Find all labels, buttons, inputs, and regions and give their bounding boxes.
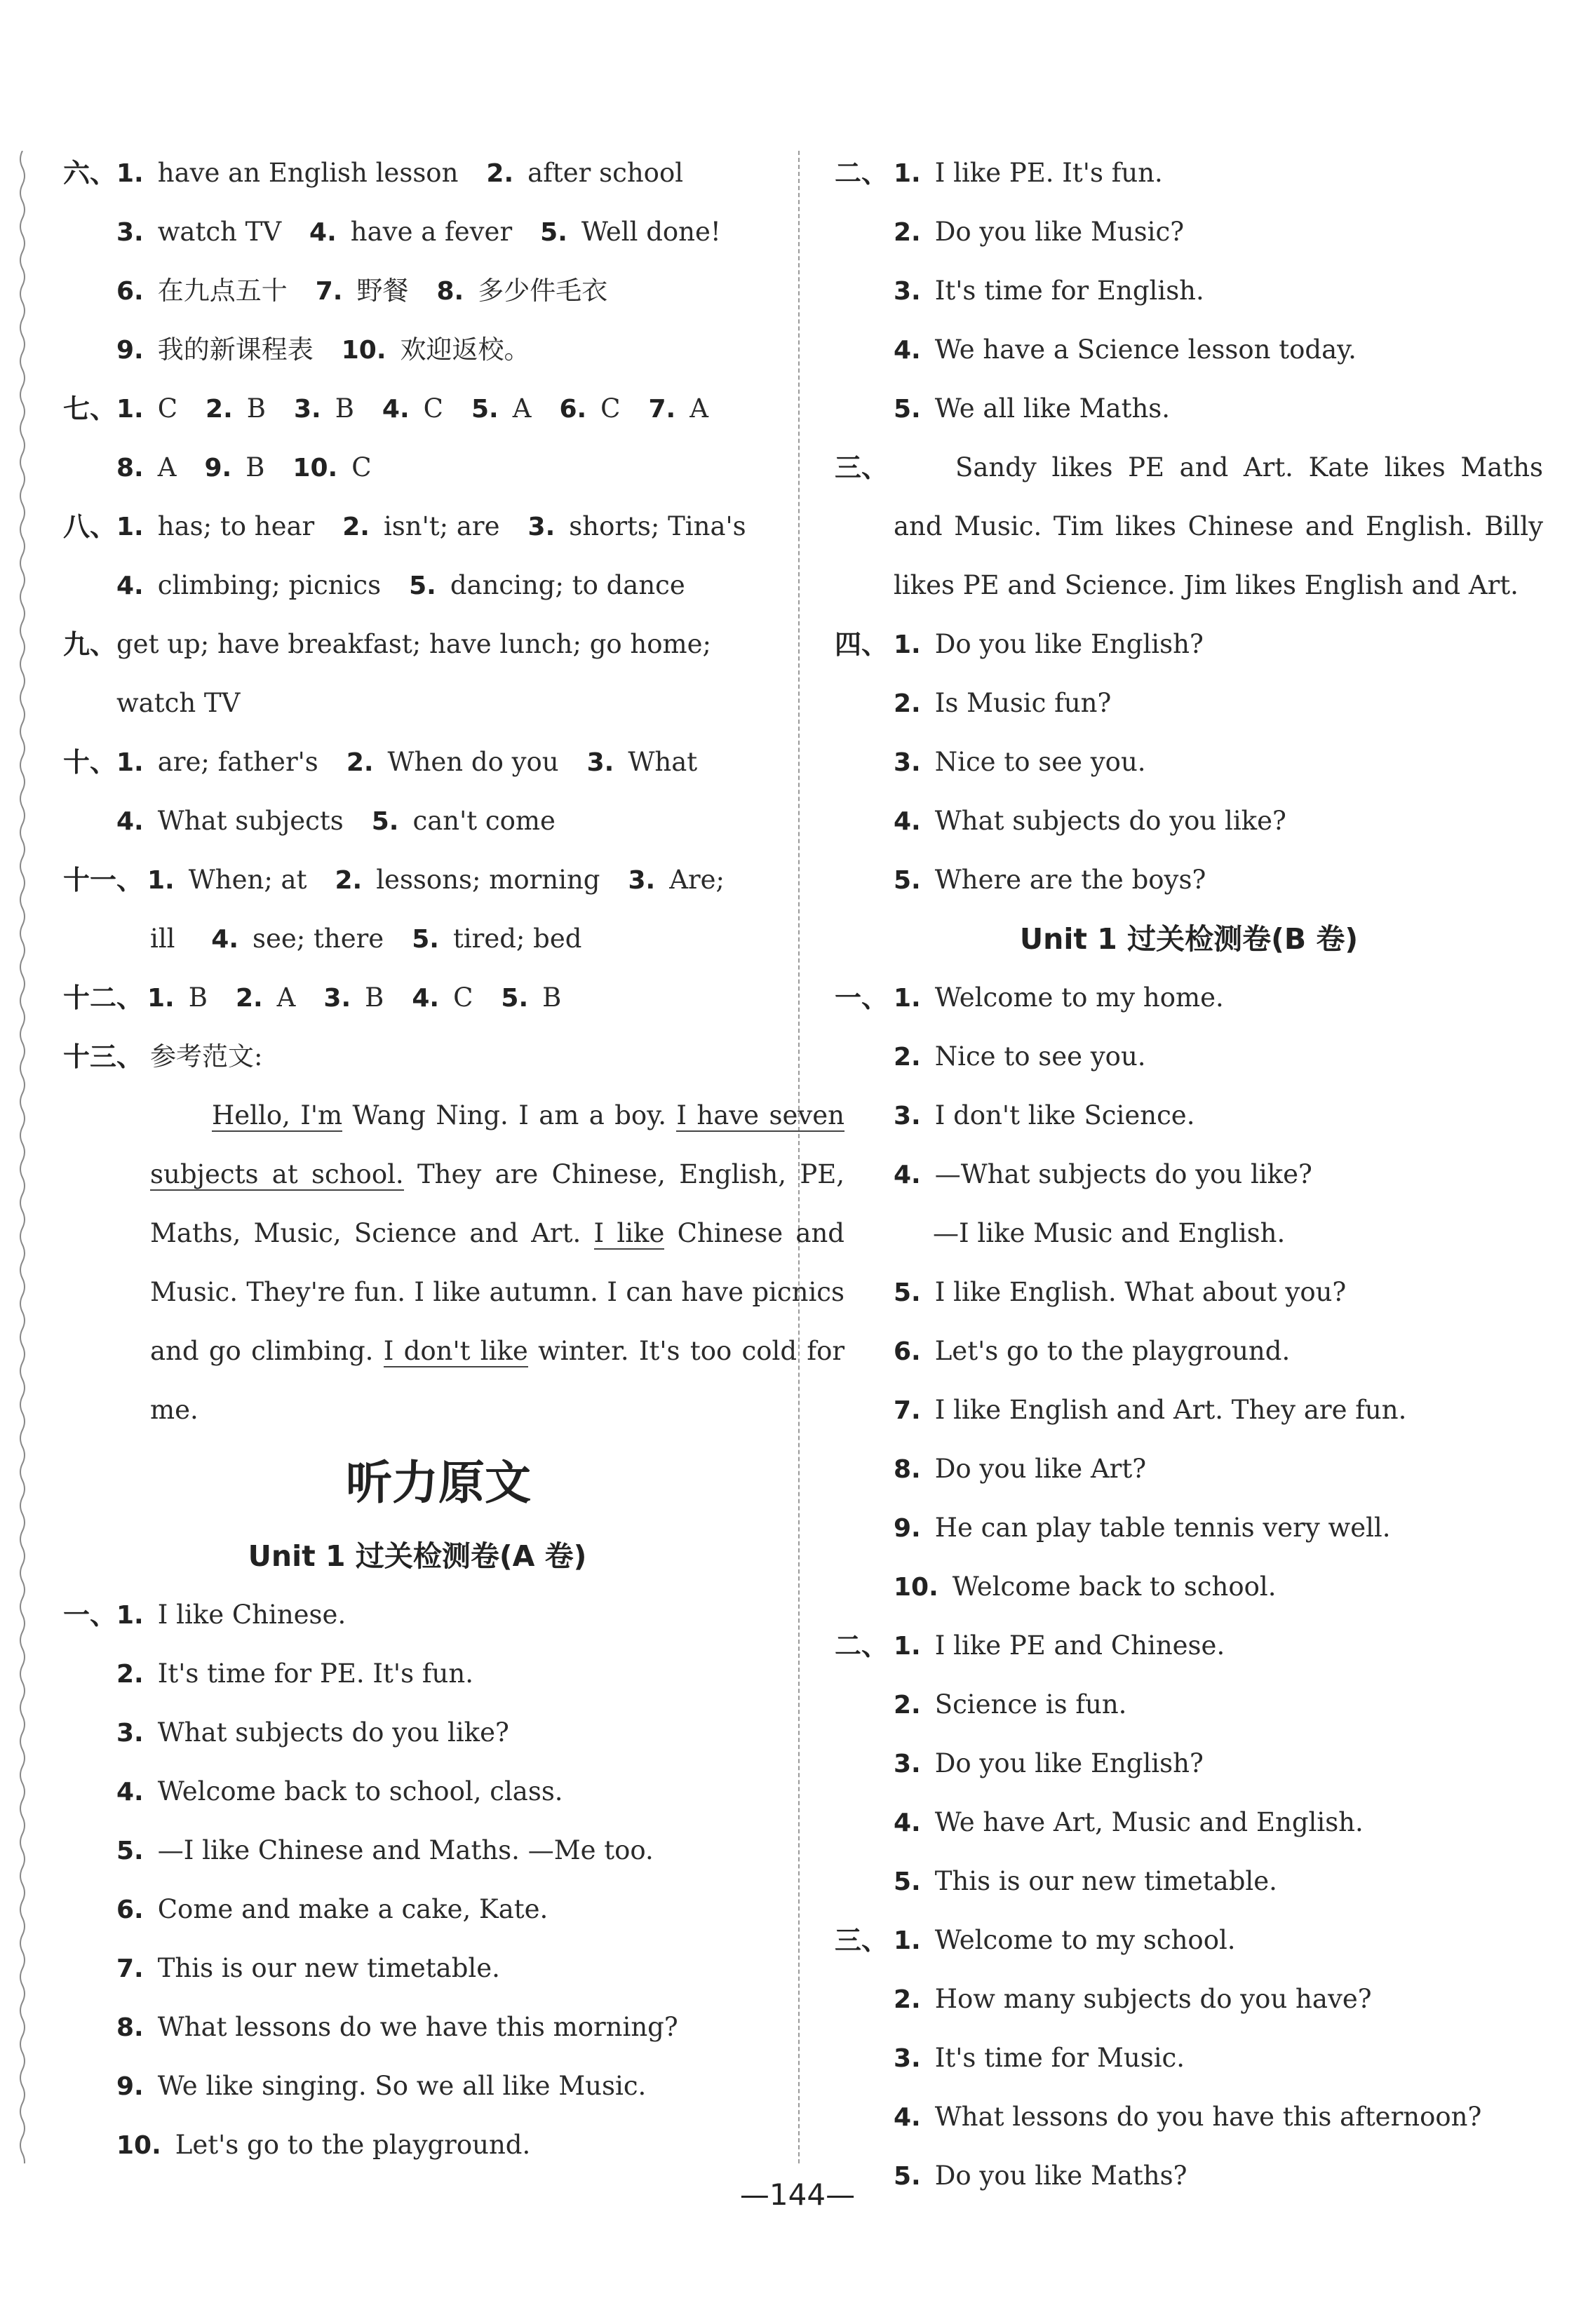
list-item	[835, 968, 1543, 1027]
item-number: 4.	[309, 218, 337, 247]
right-column	[835, 144, 1543, 2205]
section-label: 四、	[835, 629, 889, 660]
list-item	[63, 2116, 772, 2175]
item-answer: dancing; to dance	[450, 570, 685, 600]
item-text: This is our new timetable.	[157, 1953, 500, 1983]
item-number: 3.	[116, 1719, 144, 1748]
item-text: Do you like Music?	[934, 217, 1185, 247]
item-answer: 野餐	[356, 276, 409, 306]
list-item	[835, 1911, 1543, 1970]
essay-underlined: subjects at school.	[150, 1159, 404, 1189]
section-label: 一、	[63, 1600, 117, 1630]
list-item	[63, 1821, 772, 1880]
item-text: Let's go to the playground.	[175, 2130, 531, 2160]
item-number: 4.	[894, 2103, 921, 2132]
unit-a-title: Unit 1 过关检测卷(A 卷)	[248, 1539, 587, 1573]
section-7-row-2	[63, 438, 772, 497]
item-number: 10.	[341, 336, 386, 365]
item-number: 2.	[894, 218, 921, 247]
listening-script-title: 听力原文	[346, 1456, 531, 1510]
item-answer: C	[423, 393, 443, 424]
section-label: 十一、	[63, 865, 144, 896]
item-number: 7.	[315, 277, 343, 306]
item-answer: B	[335, 393, 354, 424]
item-answer: C	[600, 393, 621, 424]
item-text: What lessons do we have this morning?	[157, 2012, 678, 2042]
item-text: I like PE and Chinese.	[934, 1630, 1225, 1661]
item-number: 2.	[235, 984, 263, 1013]
list-item	[63, 2057, 772, 2116]
item-answer: isn't; are	[383, 511, 500, 541]
list-item	[835, 1145, 1543, 1204]
essay-text: They are Chinese,	[417, 1159, 666, 1189]
item-text: Is Music fun?	[934, 688, 1112, 718]
item-text: Welcome back to school.	[952, 1572, 1277, 1602]
item-answer: B	[542, 982, 562, 1013]
list-item	[835, 1793, 1543, 1852]
item-number: 4.	[211, 925, 239, 954]
item-number: 2.	[206, 395, 233, 424]
item-number: 3.	[293, 395, 321, 424]
unit-a-section-1	[63, 1586, 772, 2175]
item-number: 5.	[412, 925, 439, 954]
section-8-row-2	[63, 556, 772, 615]
list-item	[63, 1880, 772, 1939]
essay-text: English, PE, Maths, Music, Science and Art.	[150, 1159, 844, 1248]
section-3-text: Sandy likes PE and Art. Kate likes Maths and Music. Tim likes Chinese and English. Billy likes PE and Science. Jim likes English and Art.	[894, 452, 1543, 600]
item-number: 1.	[116, 395, 144, 424]
item-answer: have an English lesson	[157, 158, 459, 188]
item-answer: tired; bed	[452, 924, 582, 954]
unit-b-section-1-list	[835, 968, 1543, 1616]
item-number: 3.	[894, 2044, 921, 2073]
essay-underlined: Hello, I'm	[212, 1100, 343, 1130]
item-text: Science is fun.	[934, 1689, 1127, 1720]
list-item	[835, 1558, 1543, 1616]
item-number: 2.	[342, 513, 370, 541]
item-number: 4.	[894, 336, 921, 365]
section-label: 十二、	[63, 982, 144, 1013]
item-answer: Are;	[669, 865, 725, 895]
item-number: 8.	[894, 1455, 921, 1484]
item-number: 2.	[486, 159, 514, 188]
section-10-row-2	[63, 792, 772, 851]
item-number: 3.	[527, 513, 556, 541]
item-number: 4.	[116, 807, 144, 836]
item-number: 3.	[586, 748, 614, 777]
list-item	[835, 2088, 1543, 2147]
section-11-row-2	[63, 910, 772, 968]
list-item	[835, 1970, 1543, 2029]
item-text: Nice to see you.	[934, 747, 1146, 777]
section-12-row-1	[63, 968, 772, 1027]
item-answer: 欢迎返校。	[400, 335, 530, 365]
item-answer: B	[245, 452, 265, 482]
section-label: 三、	[835, 452, 889, 483]
item-answer: C	[453, 982, 473, 1013]
list-item	[835, 1440, 1543, 1499]
item-answer: What	[628, 747, 698, 777]
item-text: Do you like Maths?	[934, 2161, 1187, 2191]
item-answer: shorts; Tina's	[569, 511, 746, 541]
item-number: 1.	[116, 513, 144, 541]
item-answer: see; there	[253, 924, 384, 954]
section-label: 二、	[835, 1630, 889, 1661]
list-item	[835, 1616, 1543, 1675]
section-label: 八、	[63, 511, 117, 542]
item-number: 2.	[335, 866, 363, 895]
item-answer: When do you	[387, 747, 559, 777]
list-item	[835, 203, 1543, 262]
item-number: 8.	[116, 2013, 144, 2042]
essay-underlined: I like	[593, 1218, 665, 1248]
item-text: Welcome back to school, class.	[157, 1776, 563, 1806]
essay-underlined: I have seven	[676, 1100, 844, 1130]
item-number: 8.	[116, 454, 144, 482]
list-item	[835, 1322, 1543, 1381]
list-item	[835, 1499, 1543, 1558]
item-text: Welcome to my school.	[934, 1925, 1236, 1955]
item-text: Come and make a cake, Kate.	[157, 1894, 549, 1924]
item-text: Welcome to my home.	[934, 982, 1224, 1013]
list-item	[835, 1204, 1543, 1263]
section-6-row-1	[63, 144, 772, 203]
item-text: It's time for PE. It's fun.	[157, 1658, 473, 1689]
list-item	[835, 615, 1543, 674]
essay-text: Wang Ning. I am a boy.	[352, 1100, 666, 1130]
item-number: 5.	[894, 1867, 921, 1896]
item-answer: 在九点五十	[157, 276, 288, 306]
item-number: 5.	[894, 1278, 921, 1307]
essay-text: Chinese and Music. They're fun. I like autumn. I can have picnics and go climbing.	[150, 1218, 844, 1366]
item-text: Where are the boys?	[934, 865, 1206, 895]
list-item	[835, 144, 1543, 203]
item-number: 9.	[116, 2072, 144, 2101]
item-answer: A	[689, 393, 708, 424]
item-number: 2.	[116, 1660, 144, 1689]
item-number: 1.	[894, 630, 921, 659]
item-number: 1.	[894, 1632, 921, 1661]
list-item	[835, 1675, 1543, 1734]
section-label: 二、	[835, 158, 889, 189]
section-label: 九、	[63, 629, 117, 660]
item-number: 4.	[412, 984, 440, 1013]
item-number: 3.	[323, 984, 351, 1013]
item-text: It's time for Music.	[934, 2043, 1185, 2073]
item-number: 10.	[894, 1573, 938, 1602]
item-number: 1.	[116, 1601, 144, 1630]
item-number: 3.	[894, 1750, 921, 1778]
section-7-row-1	[63, 379, 772, 438]
item-number: 5.	[501, 984, 529, 1013]
item-text: We have a Science lesson today.	[934, 335, 1357, 365]
item-number: 2.	[894, 1985, 921, 2014]
item-answer: Well done!	[581, 217, 721, 247]
item-answer: C	[157, 393, 178, 424]
item-number: 2.	[894, 689, 921, 718]
item-answer: can't come	[412, 806, 556, 836]
item-text: This is our new timetable.	[934, 1866, 1277, 1896]
item-text: What subjects do you like?	[934, 806, 1286, 836]
list-item	[835, 1027, 1543, 1086]
list-item	[835, 792, 1543, 851]
list-item	[835, 262, 1543, 320]
item-text: What subjects do you like?	[157, 1717, 509, 1748]
list-item	[835, 1086, 1543, 1145]
item-text: I like English. What about you?	[934, 1277, 1347, 1307]
item-text: I like Chinese.	[157, 1600, 346, 1630]
item-number: 10.	[292, 454, 338, 482]
list-item	[835, 1381, 1543, 1440]
left-column	[63, 144, 845, 2175]
item-text: Do you like English?	[934, 1748, 1204, 1778]
item-number: 3.	[894, 1102, 921, 1130]
answer-text: watch TV	[116, 688, 241, 718]
item-text: I like English and Art. They are fun.	[934, 1395, 1407, 1425]
answer-text: get up; have breakfast; have lunch; go home;	[116, 629, 711, 659]
item-number: 3.	[894, 277, 921, 306]
item-answer: after school	[527, 158, 684, 188]
answer-text: ill	[150, 924, 175, 954]
list-item	[835, 1852, 1543, 1911]
item-number: 1.	[894, 159, 921, 188]
item-number: 10.	[116, 2131, 161, 2160]
item-number: 4.	[894, 807, 921, 836]
item-answer: A	[157, 452, 177, 482]
item-answer: have a fever	[350, 217, 513, 247]
item-text: Do you like Art?	[934, 1454, 1147, 1484]
item-number: 5.	[409, 572, 436, 600]
section-13-heading-row	[63, 1027, 772, 1086]
item-number: 1.	[116, 748, 144, 777]
section-11-row-1	[63, 851, 772, 910]
item-answer: B	[365, 982, 384, 1013]
unit-b-section-3-list	[835, 1911, 1543, 2205]
item-number: 3.	[116, 218, 144, 247]
item-number: 1.	[116, 159, 144, 188]
item-text: —I like Chinese and Maths. —Me too.	[157, 1835, 654, 1865]
list-item	[63, 1703, 772, 1762]
item-text: Let's go to the playground.	[934, 1336, 1291, 1366]
list-item	[835, 733, 1543, 792]
item-answer: C	[351, 452, 372, 482]
section-10-row-1	[63, 733, 772, 792]
item-answer: has; to hear	[157, 511, 315, 541]
list-item	[835, 1734, 1543, 1793]
section-8-row-1	[63, 497, 772, 556]
item-text: I don't like Science.	[934, 1100, 1195, 1130]
item-number: 4.	[116, 572, 144, 600]
list-item	[63, 1644, 772, 1703]
list-item	[835, 320, 1543, 379]
item-number: 1.	[894, 1926, 921, 1955]
item-number: 5.	[894, 866, 921, 895]
list-item	[835, 674, 1543, 733]
item-answer: B	[246, 393, 266, 424]
item-number: 2.	[346, 748, 374, 777]
item-number: 9.	[894, 1514, 921, 1543]
item-number: 9.	[116, 336, 144, 365]
item-number: 7.	[116, 1954, 144, 1983]
item-number: 3.	[628, 866, 656, 895]
item-number: 3.	[894, 748, 921, 777]
list-item	[63, 1998, 772, 2057]
item-number: 6.	[559, 395, 587, 424]
item-text: It's time for English.	[934, 276, 1204, 306]
item-answer: are; father's	[157, 747, 318, 777]
item-answer: watch TV	[157, 217, 282, 247]
item-number: 4.	[382, 395, 410, 424]
essay-underlined: I don't like	[383, 1336, 528, 1366]
item-number: 5.	[894, 395, 921, 424]
binding-edge-wavy-line	[15, 151, 29, 2163]
list-item	[63, 1939, 772, 1998]
list-item	[835, 379, 1543, 438]
section-3-paragraph	[835, 438, 1543, 615]
sample-essay-heading: 参考范文:	[150, 1041, 263, 1072]
item-number: 6.	[116, 277, 144, 306]
section-6-row-4	[63, 320, 772, 379]
section-label: 一、	[835, 982, 889, 1013]
item-number: 4.	[116, 1778, 144, 1806]
item-answer: climbing; picnics	[157, 570, 382, 600]
item-answer: What subjects	[157, 806, 344, 836]
item-number: 5.	[116, 1837, 144, 1865]
item-number: 2.	[894, 1691, 921, 1720]
item-number: 5.	[471, 395, 499, 424]
item-answer: When; at	[188, 865, 307, 895]
item-number: 5.	[894, 2162, 921, 2191]
section-4-list	[835, 615, 1543, 910]
item-number: 8.	[436, 277, 464, 306]
essay-text: winter. It's too cold for me.	[150, 1336, 845, 1425]
item-text: We have Art, Music and English.	[934, 1807, 1364, 1837]
item-answer: A	[512, 393, 532, 424]
item-number: 5.	[371, 807, 399, 836]
section-label: 六、	[63, 158, 117, 189]
item-text: —What subjects do you like?	[934, 1159, 1312, 1189]
item-number: 5.	[540, 218, 567, 247]
list-item	[835, 851, 1543, 910]
item-number: 1.	[147, 866, 175, 895]
item-number: 4.	[894, 1809, 921, 1837]
list-item	[835, 2029, 1543, 2088]
item-number: 6.	[116, 1896, 144, 1924]
item-number: 7.	[648, 395, 676, 424]
item-answer: lessons; morning	[376, 865, 600, 895]
item-number: 1.	[147, 984, 175, 1013]
section-9-row-1	[63, 615, 772, 674]
item-answer: B	[188, 982, 208, 1013]
item-text: What lessons do you have this afternoon?	[934, 2102, 1482, 2132]
section-label: 三、	[835, 1925, 889, 1956]
section-6-row-2	[63, 203, 772, 262]
section-9-row-2	[63, 674, 772, 733]
item-text: We like singing. So we all like Music.	[157, 2071, 647, 2101]
item-text: How many subjects do you have?	[934, 1984, 1372, 2014]
section-label: 七、	[63, 393, 117, 424]
item-number: 9.	[204, 454, 232, 482]
unit-b-section-2-list	[835, 1616, 1543, 1911]
item-text: Nice to see you.	[934, 1041, 1146, 1072]
list-item	[63, 1586, 772, 1644]
page-number: —144—	[739, 2177, 856, 2212]
item-answer: 我的新课程表	[157, 335, 314, 365]
section-6-row-3	[63, 262, 772, 320]
section-label: 十三、	[63, 1041, 144, 1072]
list-item	[63, 1762, 772, 1821]
item-number: 6.	[894, 1337, 921, 1366]
section-label: 十、	[63, 747, 117, 778]
item-number: 2.	[894, 1043, 921, 1072]
item-text: He can play table tennis very well.	[934, 1513, 1391, 1543]
item-answer: A	[276, 982, 296, 1013]
unit-b-title: Unit 1 过关检测卷(B 卷)	[1019, 922, 1359, 956]
sample-essay	[150, 1086, 844, 1440]
item-text: —I like Music and English.	[933, 1218, 1286, 1248]
item-text: Do you like English?	[934, 629, 1204, 659]
item-text: We all like Maths.	[934, 393, 1171, 424]
section-2-list	[835, 144, 1543, 438]
item-number: 4.	[894, 1161, 921, 1189]
item-answer: 多少件毛衣	[478, 276, 608, 306]
item-number: 1.	[894, 984, 921, 1013]
item-text: I like PE. It's fun.	[934, 158, 1163, 188]
list-item	[835, 1263, 1543, 1322]
item-number: 7.	[894, 1396, 921, 1425]
